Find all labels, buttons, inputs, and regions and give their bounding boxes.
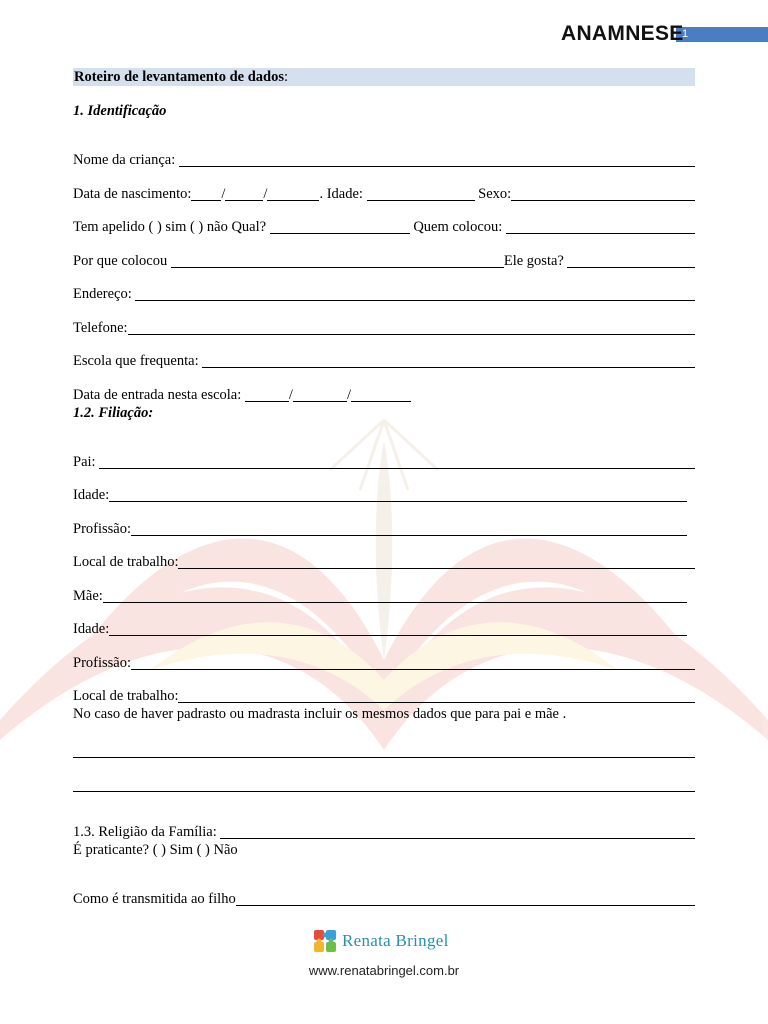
field-transmitida: Como é transmitida ao filho (73, 875, 695, 909)
field-nascimento: Data de nascimento: / / . Idade: Sexo: (73, 169, 695, 203)
section-title-bar: Roteiro de levantamento de dados: (73, 68, 695, 86)
blank-mae-idade[interactable] (109, 620, 687, 636)
blank-nome[interactable] (179, 151, 695, 167)
blank-pai[interactable] (99, 453, 695, 469)
field-escola: Escola que frequenta: (73, 337, 695, 371)
blank-mae[interactable] (103, 587, 687, 603)
field-mae-local: Local de trabalho: (73, 672, 695, 706)
page-number: 1 (682, 28, 689, 40)
blank-transmitida[interactable] (236, 890, 695, 906)
blank-entrada-ano[interactable] (351, 386, 411, 402)
document-title: ANAMNESE (561, 22, 684, 45)
blank-ano[interactable] (267, 185, 319, 201)
field-telefone: Telefone: (73, 303, 695, 337)
blank-entrada-mes[interactable] (293, 386, 347, 402)
blank-padrasto-2[interactable] (73, 773, 695, 792)
field-mae-profissao: Profissão: (73, 638, 695, 672)
blank-mae-local[interactable] (178, 687, 695, 703)
blank-padrasto-1[interactable] (73, 739, 695, 758)
logo-text: Renata Bringel (342, 931, 449, 950)
field-data-entrada: Data de entrada nesta escola: / / (73, 370, 695, 404)
website-link[interactable]: www.renatabringel.com.br (308, 963, 460, 978)
field-religiao: 1.3. Religião da Família: (73, 808, 695, 842)
blank-religiao[interactable] (220, 823, 695, 839)
blank-ele-gosta[interactable] (567, 252, 695, 268)
blank-dia[interactable] (191, 185, 221, 201)
field-mae-idade: Idade: (73, 605, 695, 639)
form-content (73, 68, 695, 908)
padrasto-note: No caso de haver padrasto ou madrasta incluir os mesmos dados que para pai e mãe . (73, 706, 567, 722)
field-pai-profissao: Profissão: (73, 504, 695, 538)
blank-apelido[interactable] (270, 218, 410, 234)
field-pai: Pai: (73, 437, 695, 471)
footer-logo (312, 928, 449, 954)
field-nome: Nome da criança: (73, 136, 695, 170)
heading-filiacao: 1.2. Filiação: (73, 404, 154, 421)
blank-pai-local[interactable] (178, 553, 695, 569)
blank-pai-idade[interactable] (109, 486, 687, 502)
puzzle-icon (312, 928, 338, 954)
header-accent-bar (676, 27, 768, 42)
blank-pai-profissao[interactable] (131, 520, 687, 536)
field-endereco: Endereço: (73, 270, 695, 304)
field-por-que: Por que colocou Ele gosta? (73, 236, 695, 270)
blank-por-que[interactable] (171, 252, 504, 268)
blank-telefone[interactable] (128, 319, 695, 335)
blank-entrada-dia[interactable] (245, 386, 289, 402)
blank-endereco[interactable] (135, 285, 695, 301)
blank-sexo[interactable] (511, 185, 695, 201)
blank-idade[interactable] (367, 185, 475, 201)
section-title: Roteiro de levantamento de dados (74, 69, 284, 85)
blank-quem-colocou[interactable] (506, 218, 695, 234)
heading-identificacao: 1. Identificação (73, 103, 167, 119)
field-pai-local: Local de trabalho: (73, 538, 695, 572)
field-praticante[interactable]: É praticante? ( ) Sim ( ) Não (73, 842, 238, 858)
field-mae: Mãe: (73, 571, 695, 605)
blank-escola[interactable] (202, 352, 695, 368)
field-apelido: Tem apelido ( ) sim ( ) não Qual? Quem colocou: (73, 203, 695, 237)
blank-mae-profissao[interactable] (131, 654, 695, 670)
blank-mes[interactable] (225, 185, 263, 201)
field-pai-idade: Idade: (73, 471, 695, 505)
